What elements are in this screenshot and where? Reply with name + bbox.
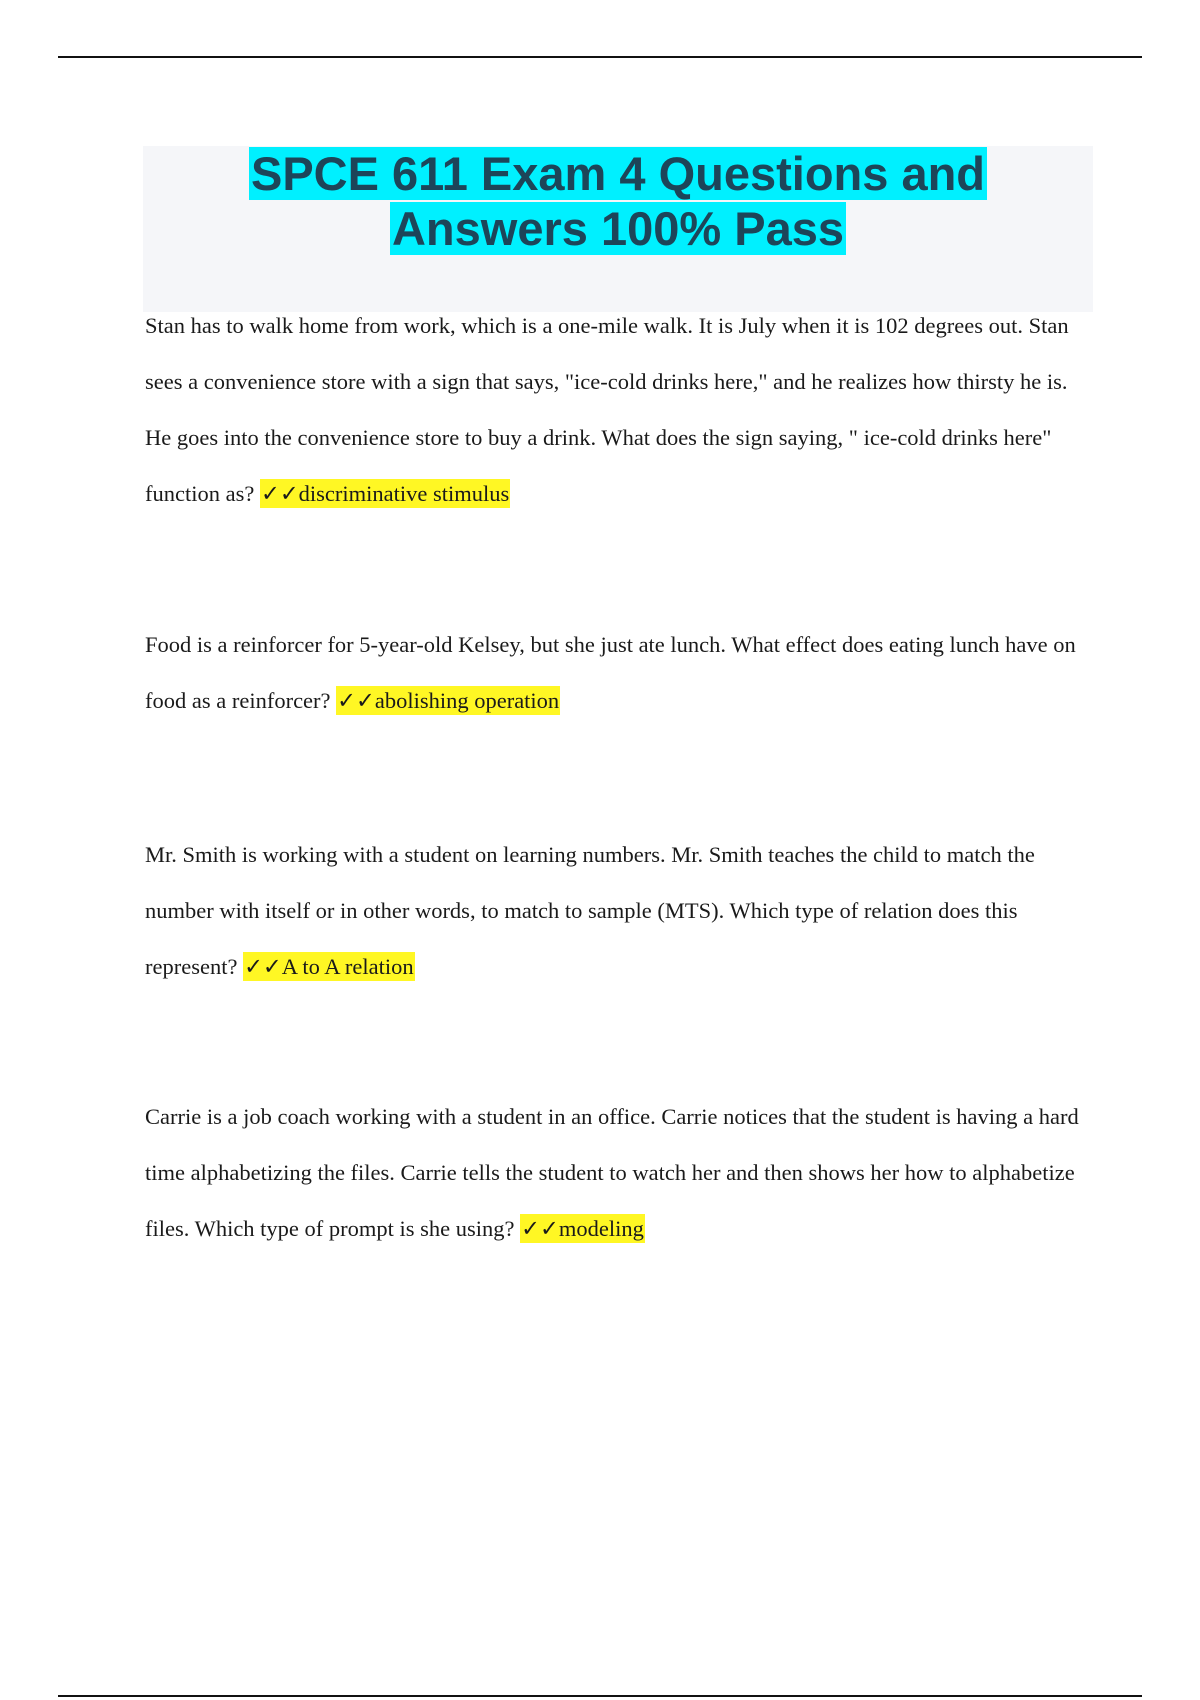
question-text: Food is a reinforcer for 5-year-old Kelsey, but she just ate lunch. What effect does eating lunch have on food as a reinforcer? bbox=[145, 632, 1076, 713]
question-text: Carrie is a job coach working with a student in an office. Carrie notices that the student is having a hard time alphabetizing the files. Carrie tells the student to watch her and then shows her how to alphabetize files. Which type of prompt is she using? bbox=[145, 1104, 1079, 1241]
top-rule bbox=[58, 56, 1142, 58]
question-4 bbox=[145, 1089, 1095, 1257]
page-title bbox=[143, 146, 1093, 256]
question-2 bbox=[145, 617, 1095, 729]
question-text: Stan has to walk home from work, which is a one-mile walk. It is July when it is 102 degrees out. Stan sees a convenience store with a sign that says, "ice-cold drinks here," and he realizes how thirsty he is. He goes into the convenience store to buy a drink. What does the sign saying, " ice-cold drinks here" function as? bbox=[145, 313, 1069, 506]
answer-highlight: ✓✓discriminative stimulus bbox=[260, 481, 510, 506]
question-3 bbox=[145, 827, 1095, 995]
question-text: Mr. Smith is working with a student on learning numbers. Mr. Smith teaches the child to match the number with itself or in other words, to match to sample (MTS). Which type of relation does this represent? bbox=[145, 842, 1035, 979]
answer-highlight: ✓✓modeling bbox=[521, 1216, 644, 1241]
question-1 bbox=[145, 298, 1095, 522]
title-line-2: Answers 100% Pass bbox=[391, 202, 844, 255]
title-line-1: SPCE 611 Exam 4 Questions and bbox=[250, 147, 986, 200]
bottom-rule bbox=[58, 1695, 1142, 1697]
answer-highlight: ✓✓A to A relation bbox=[244, 954, 414, 979]
answer-highlight: ✓✓abolishing operation bbox=[337, 688, 560, 713]
title-block bbox=[143, 146, 1093, 312]
